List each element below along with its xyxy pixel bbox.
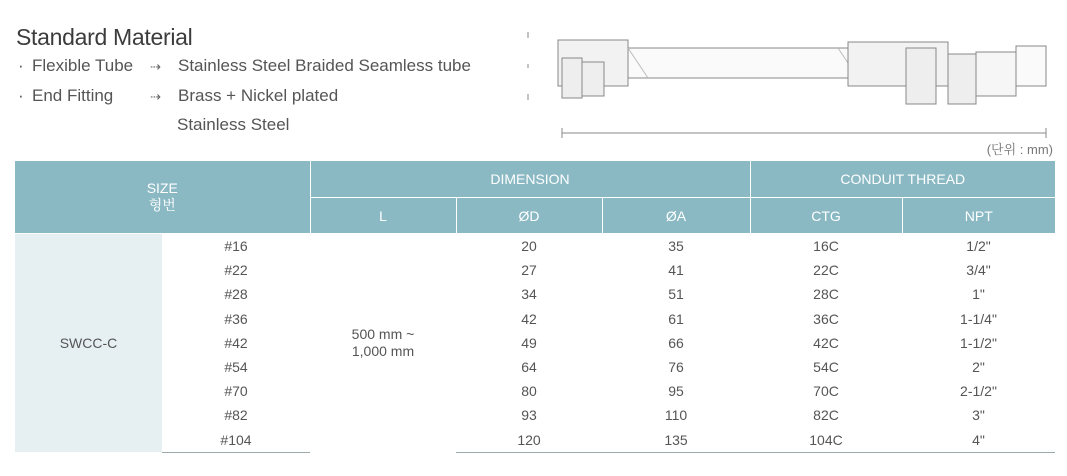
spec-table bbox=[15, 161, 1055, 453]
table-row bbox=[15, 258, 1055, 282]
ctg-cell: 70C bbox=[813, 383, 839, 400]
spec-flexible-tube bbox=[18, 56, 471, 76]
ctg-cell: 104C bbox=[750, 428, 902, 453]
header-l: L bbox=[310, 198, 456, 234]
table-row bbox=[15, 307, 1055, 331]
bullet: · bbox=[18, 56, 24, 75]
oa-cell: 35 bbox=[668, 238, 684, 255]
spec-value: Stainless Steel Braided Seamless tube bbox=[178, 56, 471, 75]
header-conduit-thread: CONDUIT THREAD bbox=[750, 161, 1055, 198]
od-cell: 64 bbox=[521, 359, 537, 376]
size-cell: #36 bbox=[224, 310, 248, 327]
ctg-cell: 82C bbox=[813, 407, 839, 424]
page-title: Standard Material bbox=[16, 24, 193, 50]
table-row bbox=[15, 234, 1055, 259]
size-cell: #42 bbox=[224, 334, 248, 351]
header-size-label: SIZE bbox=[146, 180, 178, 196]
oa-cell: 66 bbox=[668, 334, 684, 351]
spec-value: Stainless Steel bbox=[177, 115, 290, 134]
header-npt: NPT bbox=[902, 198, 1055, 234]
size-cell: #70 bbox=[224, 383, 248, 400]
size-cell: #82 bbox=[224, 407, 248, 424]
spec-end-fitting bbox=[18, 86, 338, 106]
conduit-technical-drawing bbox=[518, 18, 1056, 142]
size-cell: #104 bbox=[162, 428, 310, 453]
size-cell: #54 bbox=[224, 359, 248, 376]
dotted-arrow-icon: ⇢ bbox=[150, 59, 161, 74]
header-od: ØD bbox=[456, 198, 602, 234]
od-cell: 49 bbox=[521, 334, 537, 351]
npt-cell: 1-1/2" bbox=[960, 334, 997, 351]
npt-cell: 2-1/2" bbox=[960, 383, 997, 400]
spec-key: End Fitting bbox=[32, 86, 114, 105]
spec-key: Flexible Tube bbox=[32, 56, 134, 75]
header-size-korean: 형번 bbox=[148, 197, 176, 213]
od-cell: 93 bbox=[521, 407, 537, 424]
oa-cell: 41 bbox=[668, 262, 684, 279]
npt-cell: 2" bbox=[972, 359, 985, 376]
oa-cell: 110 bbox=[664, 407, 688, 424]
spec-end-fitting-continued bbox=[177, 115, 289, 135]
unit-note: (단위 : mm) bbox=[986, 142, 1053, 157]
size-cell: #28 bbox=[224, 286, 248, 303]
od-cell: 80 bbox=[521, 383, 537, 400]
table-row bbox=[15, 379, 1055, 403]
table-row bbox=[15, 403, 1055, 427]
oa-cell: 61 bbox=[668, 310, 684, 327]
ctg-cell: 28C bbox=[813, 286, 839, 303]
ctg-cell: 54C bbox=[813, 359, 839, 376]
npt-cell: 3/4" bbox=[966, 262, 991, 279]
oa-cell: 95 bbox=[668, 383, 684, 400]
model-cell: SWCC-C bbox=[15, 234, 162, 453]
od-cell: 27 bbox=[521, 262, 537, 279]
ctg-cell: 16C bbox=[813, 238, 839, 255]
ctg-cell: 22C bbox=[813, 262, 839, 279]
npt-cell: 1-1/4" bbox=[960, 310, 997, 327]
od-cell: 42 bbox=[521, 310, 537, 327]
size-cell: #16 bbox=[224, 238, 248, 255]
od-cell: 120 bbox=[456, 428, 602, 453]
od-cell: 34 bbox=[521, 286, 537, 303]
size-cell: #22 bbox=[224, 262, 248, 279]
od-cell: 20 bbox=[521, 238, 537, 255]
table-row bbox=[15, 428, 1055, 453]
header-dimension: DIMENSION bbox=[310, 161, 750, 198]
oa-cell: 135 bbox=[602, 428, 750, 453]
oa-cell: 76 bbox=[668, 359, 684, 376]
npt-cell: 4" bbox=[902, 428, 1055, 453]
oa-cell: 51 bbox=[668, 286, 684, 303]
npt-cell: 1" bbox=[972, 286, 985, 303]
header-size bbox=[15, 161, 310, 234]
header-oa: ØA bbox=[602, 198, 750, 234]
ctg-cell: 36C bbox=[813, 310, 839, 327]
ctg-cell: 42C bbox=[813, 334, 839, 351]
bullet: · bbox=[18, 86, 24, 105]
npt-cell: 3" bbox=[972, 407, 985, 424]
header-ctg: CTG bbox=[750, 198, 902, 234]
length-cell: 500 mm ~ 1,000 mm bbox=[351, 326, 415, 360]
table-row bbox=[15, 355, 1055, 379]
spec-value: Brass + Nickel plated bbox=[178, 86, 339, 105]
table-row bbox=[15, 331, 1055, 355]
dotted-arrow-icon: ⇢ bbox=[150, 89, 161, 104]
table-row bbox=[15, 282, 1055, 306]
npt-cell: 1/2" bbox=[966, 238, 991, 255]
